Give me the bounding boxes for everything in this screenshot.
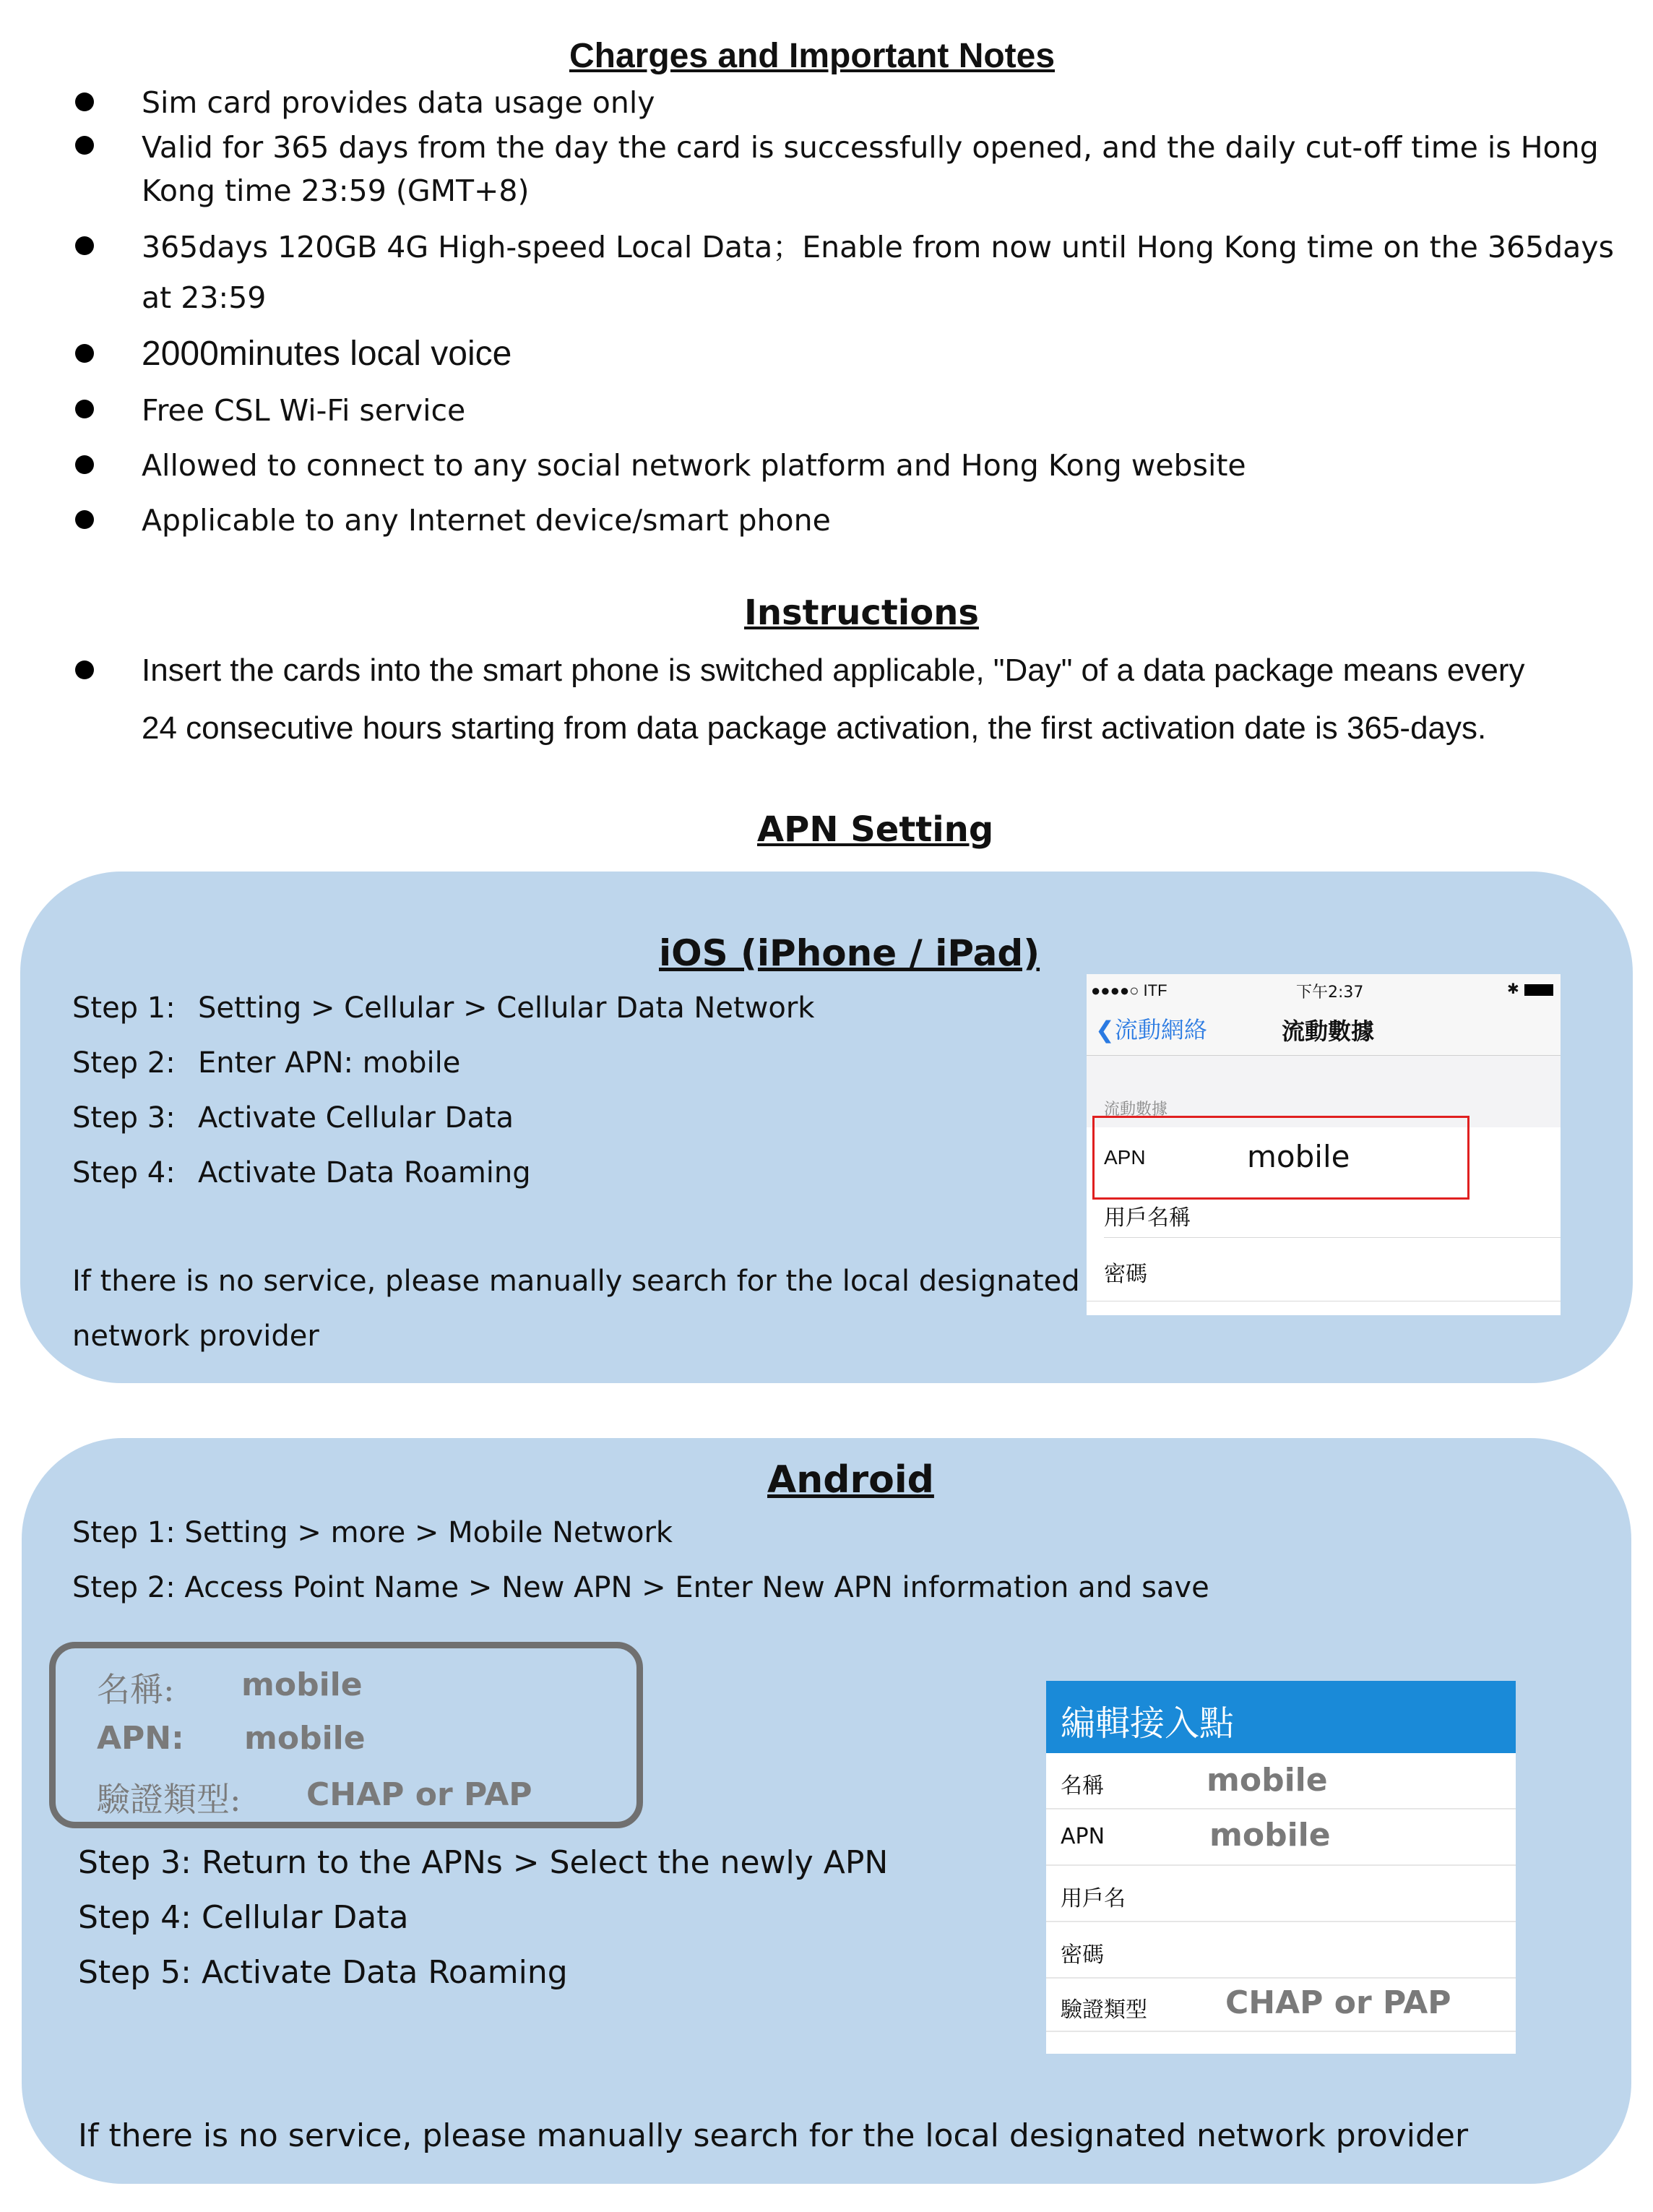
ios-screenshot bbox=[1087, 974, 1561, 1315]
android-step-1: Step 1: Setting > more > Mobile Network bbox=[72, 1516, 673, 1549]
bullet bbox=[75, 92, 94, 111]
bullet bbox=[75, 455, 94, 474]
ios-note-line-1: If there is no service, please manually search for the local designated bbox=[72, 1265, 1080, 1298]
ios-back-button[interactable] bbox=[1095, 1012, 1207, 1045]
ios-step-2-num: Step 2: bbox=[72, 1046, 176, 1080]
bullet bbox=[75, 400, 94, 418]
android-step-2: Step 2: Access Point Name > New APN > Enter New APN information and save bbox=[72, 1571, 1209, 1604]
android-step-4: Step 4: Cellular Data bbox=[78, 1899, 409, 1936]
charges-item-1: Sim card provides data usage only bbox=[142, 85, 655, 120]
divider bbox=[1046, 1977, 1516, 1979]
instructions-line-2: 24 consecutive hours starting from data package activation, the first activation date is 365-days. bbox=[142, 710, 1487, 746]
ios-step-1-text: Setting > Cellular > Cellular Data Network bbox=[198, 991, 815, 1025]
charges-item-2a: Valid for 365 days from the day the card is successfully opened, and the daily cut-off time is Hong bbox=[142, 130, 1599, 165]
charges-item-3a: 365days 120GB 4G High-speed Local Data；Enable from now until Hong Kong time on the 365days bbox=[142, 230, 1614, 264]
box-apn-label: APN: bbox=[97, 1720, 184, 1757]
box-name-value: mobile bbox=[241, 1666, 363, 1703]
bluetooth-icon: ✱ bbox=[1507, 981, 1519, 997]
android-auth-label: 驗證類型 bbox=[1061, 1997, 1147, 2023]
ios-step-3-num: Step 3: bbox=[72, 1101, 176, 1135]
chevron-left-icon: ❮ bbox=[1095, 1016, 1115, 1043]
ios-time: 下午2:37 bbox=[1296, 984, 1364, 1002]
box-apn-value: mobile bbox=[244, 1720, 366, 1757]
android-note: If there is no service, please manually search for the local designated network provider bbox=[78, 2117, 1469, 2154]
ios-title: iOS (iPhone / iPad) bbox=[659, 932, 1040, 974]
bullet bbox=[75, 660, 94, 679]
instructions-line-1: Insert the cards into the smart phone is switched applicable, "Day" of a data package means every bbox=[142, 653, 1525, 688]
divider bbox=[1046, 2031, 1516, 2032]
ios-step-4-text: Activate Data Roaming bbox=[198, 1156, 531, 1189]
ios-apn-label: APN bbox=[1104, 1146, 1146, 1169]
android-apn-value[interactable]: mobile bbox=[1209, 1817, 1331, 1854]
bullet bbox=[75, 136, 94, 155]
apn-setting-title: APN Setting bbox=[757, 809, 994, 850]
divider bbox=[1046, 1808, 1516, 1809]
divider bbox=[1104, 1237, 1561, 1238]
android-name-value[interactable]: mobile bbox=[1207, 1762, 1328, 1799]
ios-username-label: 用戶名稱 bbox=[1104, 1205, 1191, 1231]
ios-apn-value[interactable]: mobile bbox=[1247, 1139, 1350, 1174]
box-name-label: 名稱: bbox=[97, 1670, 175, 1709]
charges-item-6: Allowed to connect to any social network platform and Hong Kong website bbox=[142, 448, 1246, 483]
ios-back-label: 流動網絡 bbox=[1114, 1016, 1207, 1043]
charges-item-4: 2000minutes local voice bbox=[142, 335, 512, 373]
android-auth-value[interactable]: CHAP or PAP bbox=[1225, 1984, 1451, 2021]
charges-item-2b: Kong time 23:59 (GMT+8) bbox=[142, 173, 530, 208]
ios-password-label: 密碼 bbox=[1104, 1262, 1147, 1287]
bullet bbox=[75, 236, 94, 255]
android-step-5: Step 5: Activate Data Roaming bbox=[78, 1954, 568, 1991]
box-auth-value: CHAP or PAP bbox=[306, 1776, 532, 1813]
charges-title: Charges and Important Notes bbox=[569, 37, 1056, 75]
ios-step-4-num: Step 4: bbox=[72, 1156, 176, 1189]
ios-apn-highlight bbox=[1092, 1116, 1469, 1200]
android-username-label: 用戶名 bbox=[1061, 1886, 1126, 1911]
instructions-title: Instructions bbox=[744, 593, 979, 633]
android-screenshot bbox=[1046, 1681, 1516, 2054]
charges-item-3b: at 23:59 bbox=[142, 280, 267, 315]
divider bbox=[1046, 1864, 1516, 1866]
ios-carrier: ●●●●○ ITF bbox=[1091, 981, 1168, 999]
android-step-3: Step 3: Return to the APNs > Select the newly APN bbox=[78, 1844, 889, 1881]
battery-icon bbox=[1524, 984, 1553, 996]
ios-step-1-num: Step 1: bbox=[72, 991, 176, 1025]
android-password-label: 密碼 bbox=[1061, 1942, 1104, 1968]
box-auth-label: 驗證類型: bbox=[97, 1780, 241, 1819]
bullet bbox=[75, 344, 94, 363]
ios-step-3-text: Activate Cellular Data bbox=[198, 1101, 514, 1135]
android-header-title: 編輯接入點 bbox=[1061, 1703, 1235, 1744]
ios-note-line-2: network provider bbox=[72, 1320, 319, 1353]
android-apn-label: APN bbox=[1061, 1824, 1105, 1849]
ios-step-2-text: Enter APN: mobile bbox=[198, 1046, 461, 1080]
ios-nav-title: 流動數據 bbox=[1282, 1017, 1375, 1045]
bullet bbox=[75, 510, 94, 529]
divider bbox=[1046, 1921, 1516, 1922]
charges-item-5: Free CSL Wi-Fi service bbox=[142, 393, 466, 428]
ios-section-header: 流動數據 bbox=[1104, 1101, 1168, 1119]
android-title: Android bbox=[767, 1458, 934, 1502]
charges-item-7: Applicable to any Internet device/smart phone bbox=[142, 503, 831, 538]
android-name-label: 名稱 bbox=[1061, 1773, 1104, 1799]
